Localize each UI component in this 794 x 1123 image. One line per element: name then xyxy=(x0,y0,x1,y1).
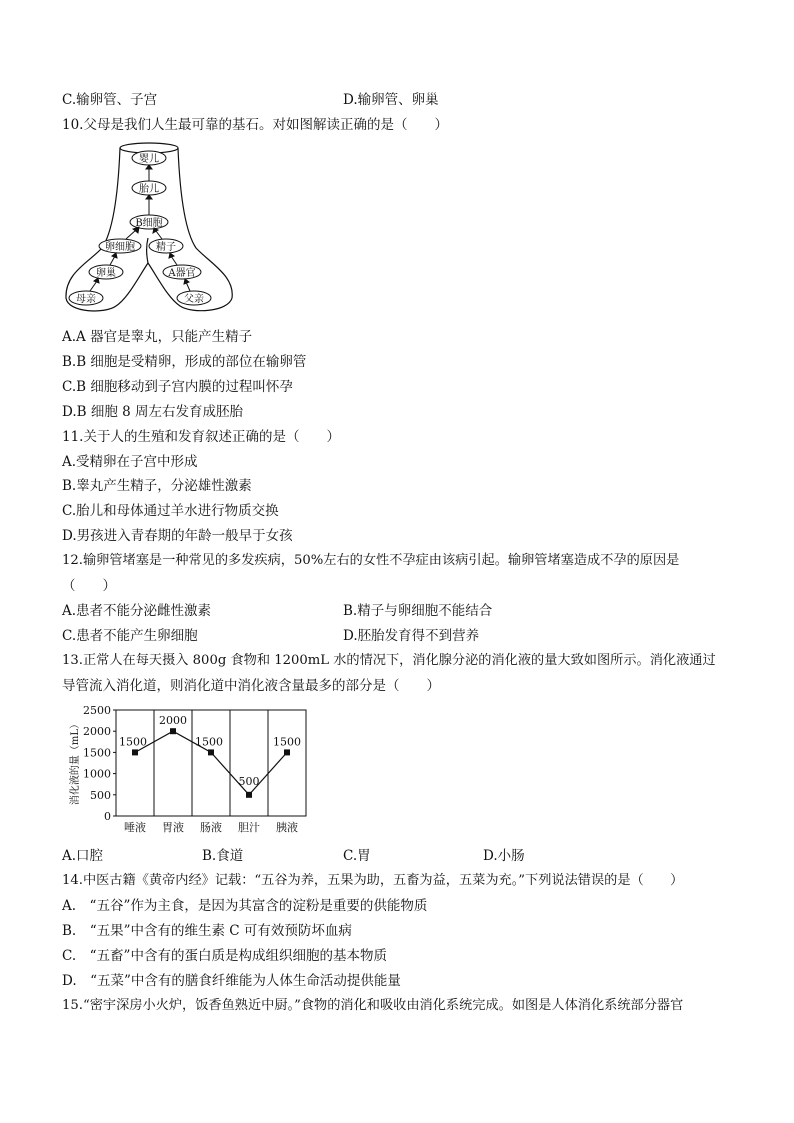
q14-option-a: A. “五谷”作为主食，是因为其富含的淀粉是重要的供能物质 xyxy=(62,898,428,914)
q13-option-d: D.小肠 xyxy=(483,848,525,864)
chart-y-tick-label: 2000 xyxy=(83,725,111,739)
reproduction-diagram xyxy=(60,138,240,316)
diagram-organ-a: A器官 xyxy=(168,268,196,279)
q10-option-d: D.B 细胞 8 周左右发育成胚胎 xyxy=(62,404,244,420)
chart-data-label: 500 xyxy=(238,774,260,788)
chart-x-tick-label: 胰液 xyxy=(276,821,298,834)
diagram-ovary: 卵巢 xyxy=(96,268,116,279)
q13-option-c: C.胃 xyxy=(343,848,371,864)
q15-stem: 15.“密宇深房小火炉，饭香鱼熟近中厨。”食物的消化和吸收由消化系统完成。如图是人体消化系统部分器官 xyxy=(62,998,684,1013)
q11-option-d: D.男孩进入青春期的年龄一般早于女孩 xyxy=(62,528,293,544)
chart-x-tick-label: 胆汁 xyxy=(238,821,260,834)
chart-y-tick-label: 500 xyxy=(90,788,111,802)
chart-y-tick-label: 0 xyxy=(104,810,111,823)
digestive-juice-chart xyxy=(62,700,312,840)
diagram-mother: 母亲 xyxy=(76,294,96,305)
chart-y-tick-label: 1500 xyxy=(83,746,111,760)
chart-point xyxy=(132,749,138,755)
q13-stem-line2: 导管流入消化道，则消化道中消化液含量最多的部分是（ ） xyxy=(62,678,440,694)
q14-stem: 14.中医古籍《黄帝内经》记载：“五谷为养，五果为助，五畜为益，五菜为充。”下列说法错误的是（ ） xyxy=(62,873,684,888)
q14-option-d: D. “五菜”中含有的膳食纤维能为人体生命活动提供能量 xyxy=(62,973,401,989)
q13-option-b: B.食道 xyxy=(202,848,244,864)
q14-option-b: B. “五果”中含有的维生素 C 可有效预防坏血病 xyxy=(62,923,352,939)
q10-option-a: A.A 器官是睾丸，只能产生精子 xyxy=(62,329,253,345)
q13-option-a: A.口腔 xyxy=(62,848,104,864)
chart-point xyxy=(170,728,176,734)
chart-data-label: 1500 xyxy=(119,735,147,749)
q12-option-d: D.胚胎发育得不到营养 xyxy=(343,628,480,644)
q10-stem: 10.父母是我们人生最可靠的基石。对如图解读正确的是（ ） xyxy=(62,117,448,133)
q11-option-c: C.胎儿和母体通过羊水进行物质交换 xyxy=(62,503,279,519)
chart-x-tick-label: 肠液 xyxy=(200,821,222,834)
chart-x-tick-label: 胃液 xyxy=(162,821,184,834)
chart-point xyxy=(246,792,252,798)
q9-option-c: C.输卵管、子宫 xyxy=(62,92,158,108)
q14-option-c: C. “五畜”中含有的蛋白质是构成组织细胞的基本物质 xyxy=(62,948,387,964)
diagram-fetus: 胎儿 xyxy=(139,184,159,195)
chart-point xyxy=(284,749,290,755)
q10-option-b: B.B 细胞是受精卵，形成的部位在输卵管 xyxy=(62,354,307,370)
q11-stem: 11.关于人的生殖和发育叙述正确的是（ ） xyxy=(62,429,340,445)
diagram-baby: 婴儿 xyxy=(139,154,159,165)
q12-stem-line1: 12.输卵管堵塞是一种常见的多发疾病，50%左右的女性不孕症由该病引起。输卵管堵塞造成不孕的原因是 xyxy=(62,553,680,568)
q11-option-b: B.睾丸产生精子，分泌雄性激素 xyxy=(62,478,252,494)
q13-stem-line1: 13.正常人在每天摄入 800g 食物和 1200mL 水的情况下，消化腺分泌的消化液的量大致如图所示。消化液通过 xyxy=(62,653,716,668)
q10-option-c: C.B 细胞移动到子宫内膜的过程叫怀孕 xyxy=(62,379,293,395)
q9-option-d: D.输卵管、卵巢 xyxy=(343,92,439,108)
q11-option-a: A.受精卵在子宫中形成 xyxy=(62,454,198,470)
diagram-father: 父亲 xyxy=(184,294,204,305)
chart-data-label: 2000 xyxy=(159,714,187,728)
chart-y-tick-label: 2500 xyxy=(83,704,111,717)
q12-option-a: A.患者不能分泌雌性激素 xyxy=(62,603,212,619)
diagram-cell-b: B细胞 xyxy=(135,218,163,229)
chart-point xyxy=(208,749,214,755)
diagram-sperm: 精子 xyxy=(156,242,176,253)
chart-y-axis-label: 消化液的量（mL） xyxy=(70,718,81,806)
q12-option-b: B.精子与卵细胞不能结合 xyxy=(343,603,493,619)
chart-data-label: 1500 xyxy=(195,735,223,749)
chart-data-label: 1500 xyxy=(273,735,301,749)
q12-stem-line2: （ ） xyxy=(62,578,116,594)
q12-option-c: C.患者不能产生卵细胞 xyxy=(62,628,198,644)
diagram-egg: 卵细胞 xyxy=(105,242,135,253)
chart-x-tick-label: 唾液 xyxy=(124,821,146,834)
chart-y-tick-label: 1000 xyxy=(83,767,111,781)
